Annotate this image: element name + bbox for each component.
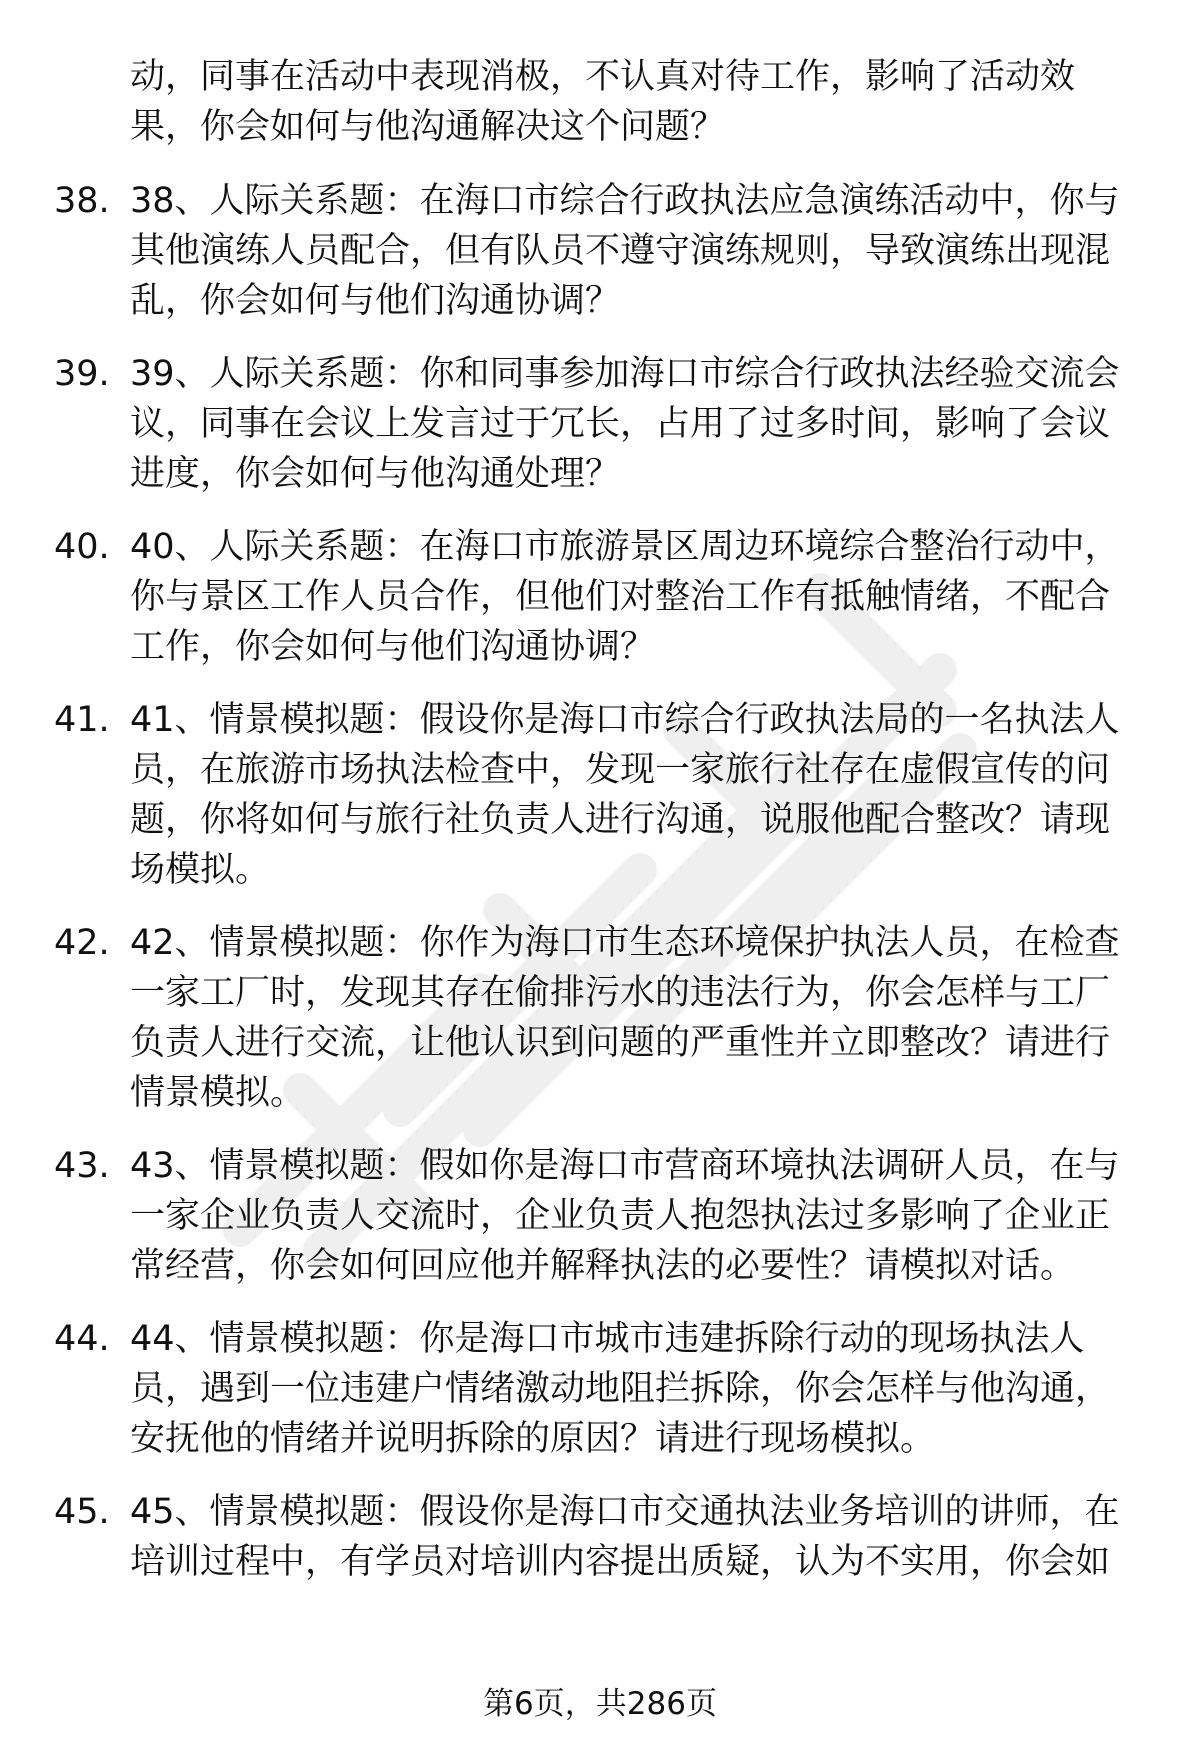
- question-number: 44.: [54, 1319, 110, 1359]
- question-text: 42、情景模拟题：你作为海口市生态环境保护执法人员，在检查一家工厂时，发现其存在偷排污水的违法行为，你会怎样与工厂负责人进行交流，让他认识到问题的严重性并立即整改？请进行情景模拟。: [130, 923, 1120, 1113]
- question-list: [0, 176, 1200, 1587]
- list-item: [0, 918, 1200, 1118]
- page-footer: 第6页，共286页: [483, 1686, 717, 1722]
- question-number: 40.: [54, 527, 110, 567]
- list-item: [0, 1314, 1200, 1464]
- question-number: 45.: [54, 1492, 110, 1532]
- question-text: 38、人际关系题：在海口市综合行政执法应急演练活动中，你与其他演练人员配合，但有队员不遵守演练规则，导致演练出现混乱，你会如何与他们沟通协调？: [130, 181, 1120, 321]
- continuation-paragraph: 动，同事在活动中表现消极，不认真对待工作，影响了活动效果，你会如何与他沟通解决这个问题？: [130, 57, 1076, 147]
- list-item: [0, 176, 1200, 326]
- question-number: 38.: [54, 181, 110, 221]
- question-text: 45、情景模拟题：假设你是海口市交通执法业务培训的讲师，在培训过程中，有学员对培训内容提出质疑，认为不实用，你会如: [130, 1492, 1120, 1582]
- question-number: 39.: [54, 354, 110, 394]
- list-item: [0, 1487, 1200, 1587]
- list-item: [0, 1141, 1200, 1291]
- question-text: 43、情景模拟题：假如你是海口市营商环境执法调研人员，在与一家企业负责人交流时，企业负责人抱怨执法过多影响了企业正常经营，你会如何回应他并解释执法的必要性？请模拟对话。: [130, 1146, 1120, 1286]
- list-item: [0, 349, 1200, 499]
- question-text: 44、情景模拟题：你是海口市城市违建拆除行动的现场执法人员，遇到一位违建户情绪激动地阻拦拆除，你会怎样与他沟通，安抚他的情绪并说明拆除的原因？请进行现场模拟。: [130, 1319, 1111, 1459]
- question-text: 40、人际关系题：在海口市旅游景区周边环境综合整治行动中，你与景区工作人员合作，但他们对整治工作有抵触情绪，不配合工作，你会如何与他们沟通协调？: [130, 527, 1120, 667]
- question-number: 43.: [54, 1146, 110, 1186]
- question-text: 39、人际关系题：你和同事参加海口市综合行政执法经验交流会议，同事在会议上发言过于冗长，占用了过多时间，影响了会议进度，你会如何与他沟通处理？: [130, 354, 1120, 494]
- question-number: 41.: [54, 700, 110, 740]
- list-item: [0, 695, 1200, 895]
- document-content: [0, 52, 1200, 1610]
- question-number: 42.: [54, 923, 110, 963]
- question-text: 41、情景模拟题：假设你是海口市综合行政执法局的一名执法人员，在旅游市场执法检查中，发现一家旅行社存在虚假宣传的问题，你将如何与旅行社负责人进行沟通，说服他配合整改？请现场模拟。: [130, 700, 1120, 890]
- list-item: [0, 522, 1200, 672]
